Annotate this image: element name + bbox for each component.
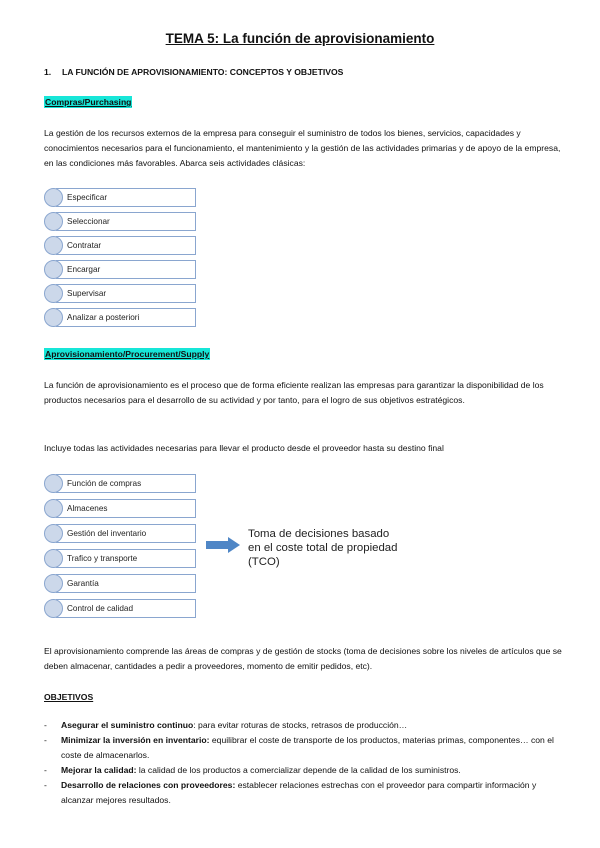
tco-line: en el coste total de propiedad (248, 542, 398, 554)
aprov-heading (44, 349, 210, 359)
list-item (44, 763, 564, 778)
compras-heading-text: Compras/Purchasing (45, 97, 132, 107)
activity-label: Contratar (56, 236, 196, 255)
aprov-paragraph: La función de aprovisionamiento es el proceso que de forma eficiente realizan las empresas para garantizar la disponibilidad de los productos necesarios para el desarrollo de su actividad y por tanto, para el logro de sus objetivos estratégicos. (44, 380, 544, 405)
aprov-scope: El aprovisionamiento comprende las áreas de compras y de gestión de stocks (toma de decisiones sobre los niveles de artículos que se deben almacenar, cantidades a pedir a proveedores, momento de emitir pedidos, etc). (44, 646, 562, 671)
dash-bullet-icon: - (44, 735, 47, 745)
bullet-circle-icon (44, 474, 63, 493)
bullet-circle-icon (44, 574, 63, 593)
list-item (44, 718, 564, 733)
section-number: 1. (44, 67, 52, 77)
activity-label: Trafico y transporte (56, 549, 196, 568)
tco-line: Toma de decisiones basado (248, 528, 390, 540)
activity-label: Control de calidad (56, 599, 196, 618)
activity-label: Almacenes (56, 499, 196, 518)
bullet-circle-icon (44, 499, 63, 518)
objective-title: Minimizar la inversión en inventario: (61, 735, 210, 745)
activity-label: Función de compras (56, 474, 196, 493)
section-heading (44, 67, 343, 77)
compras-paragraph: La gestión de los recursos externos de la empresa para conseguir el suministro de todos los bienes, servicios, capacidades y conocimientos necesarios para el funcionamiento, el mantenimiento y la gestión de las actividades primarias y de apoyo de la empresa, en las condiciones más favorables. Abarca seis actividades clásicas: (44, 128, 561, 168)
dash-bullet-icon: - (44, 765, 47, 775)
dash-bullet-icon: - (44, 780, 47, 790)
tco-line: (TCO) (248, 556, 280, 568)
objective-text: la calidad de los productos a comercializar depende de la calidad de los suministros. (136, 765, 461, 775)
objetivos-list (44, 718, 564, 808)
bullet-circle-icon (44, 599, 63, 618)
activity-label: Encargar (56, 260, 196, 279)
aprov-heading-text: Aprovisionamiento/Procurement/Supply (45, 349, 210, 359)
activity-label: Garantía (56, 574, 196, 593)
objective-text: equilibrar el coste de transporte de los productos, materias primas, componentes… con el coste de almacenarlos. (61, 735, 554, 760)
activity-label: Gestión del inventario (56, 524, 196, 543)
activity-label: Seleccionar (56, 212, 196, 231)
bullet-circle-icon (44, 284, 63, 303)
bullet-circle-icon (44, 236, 63, 255)
tco-note (248, 527, 397, 569)
objective-text: establecer relaciones estrechas con el proveedor para compartir información y alcanzar mejores resultados. (61, 780, 537, 805)
activity-label: Analizar a posteriori (56, 308, 196, 327)
bullet-circle-icon (44, 524, 63, 543)
bullet-circle-icon (44, 549, 63, 568)
dash-bullet-icon: - (44, 720, 47, 730)
activity-label: Supervisar (56, 284, 196, 303)
objetivos-heading: OBJETIVOS (44, 692, 94, 702)
objective-text: : para evitar roturas de stocks, retrasos de producción… (193, 720, 408, 730)
arrow-right-icon (206, 537, 240, 553)
bullet-circle-icon (44, 260, 63, 279)
compras-heading (44, 97, 132, 107)
objective-title: Desarrollo de relaciones con proveedores: (61, 780, 236, 790)
list-item (44, 733, 564, 763)
objective-title: Asegurar el suministro continuo (61, 720, 194, 730)
activity-label: Especificar (56, 188, 196, 207)
bullet-circle-icon (44, 308, 63, 327)
bullet-circle-icon (44, 212, 63, 231)
objective-title: Mejorar la calidad: (61, 765, 137, 775)
list-item (44, 778, 564, 808)
section-title: LA FUNCIÓN DE APROVISIONAMIENTO: CONCEPTOS Y OBJETIVOS (62, 67, 344, 77)
aprov-includes: Incluye todas las actividades necesarias para llevar el producto desde el proveedor hasta su destino final (44, 443, 444, 453)
page-title: TEMA 5: La función de aprovisionamiento (165, 31, 435, 46)
bullet-circle-icon (44, 188, 63, 207)
